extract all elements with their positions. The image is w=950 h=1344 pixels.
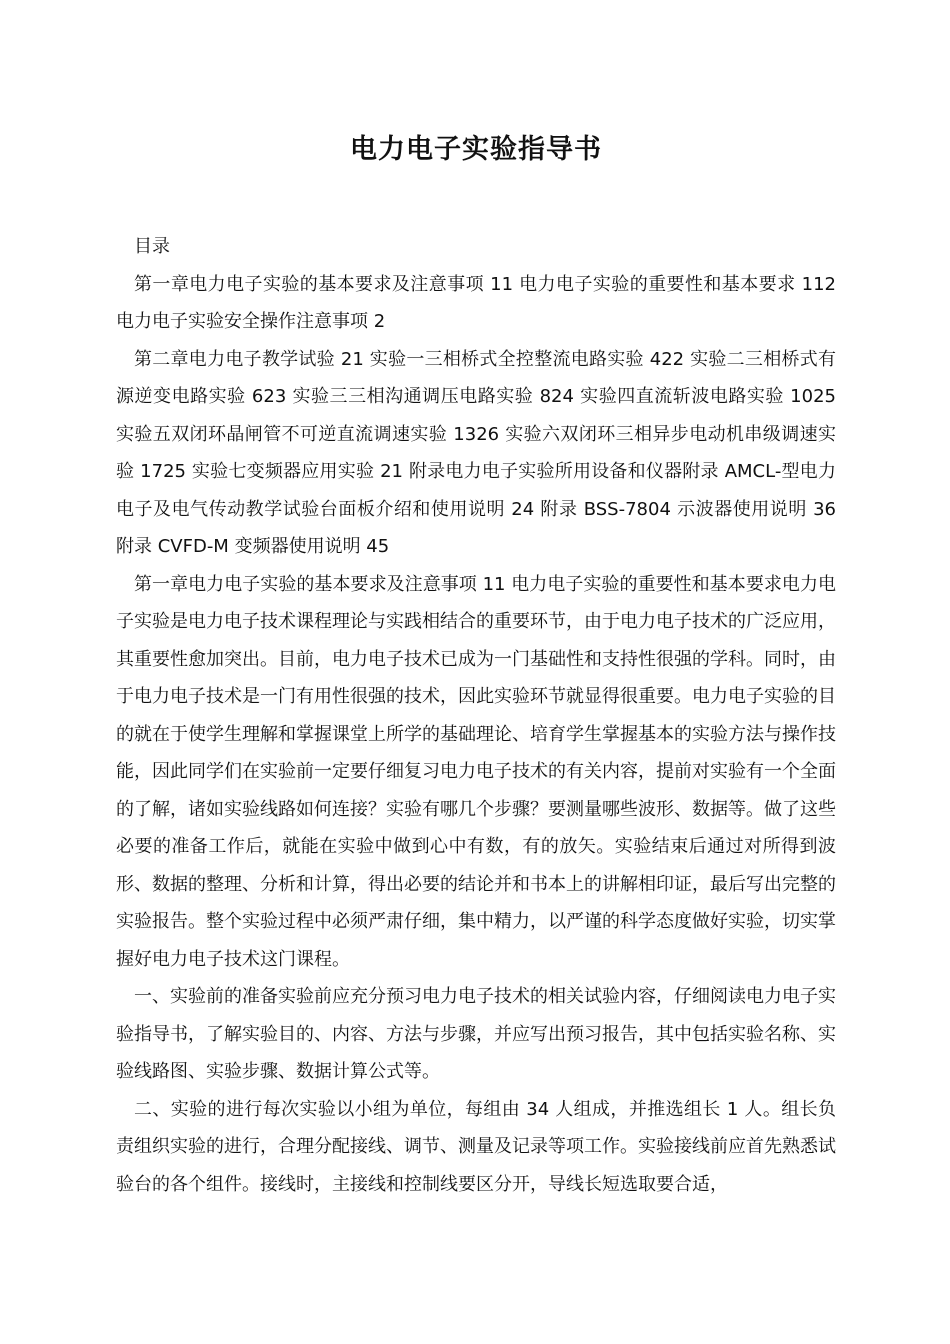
toc-chapter-2: 第二章电力电子教学试验 21 实验一三相桥式全控整流电路实验 422 实验二三相桥式有源逆变电路实验 623 实验三三相沟通调压电路实验 824 实验四直流斩波电路实验 1025 实验五双闭环晶闸管不可逆直流调速实验 1326 实验六双闭环三相异步电动机串级调速实验 1725 实验七变频器应用实验 21 附录电力电子实验所用设备和仪器附录 AMCL-型电力电子及电气传动教学试验台面板介绍和使用说明 24 附录 BSS-7804 示波器使用说明 36 附录 CVFD-M 变频器使用说明 45 (116, 348, 836, 557)
chapter-1-intro-paragraph: 第一章电力电子实验的基本要求及注意事项 11 电力电子实验的重要性和基本要求电力电子实验是电力电子技术课程理论与实践相结合的重要环节，由于电力电子技术的广泛应用，其重要性愈加突出。目前，电力电子技术已成为一门基础性和支持性很强的学科。同时，由于电力电子技术是一门有用性很强的技术，因此实验环节就显得很重要。电力电子实验的目的就在于使学生理解和掌握课堂上所学的基础理论、培育学生掌握基本的实验方法与操作技能，因此同学们在实验前一定要仔细复习电力电子技术的有关内容，提前对实验有一个全面的了解，诸如实验线路如何连接？实验有哪几个步骤？要测量哪些波形、数据等。做了这些必要的准备工作后，就能在实验中做到心中有数，有的放矢。实验结束后通过对所得到波形、数据的整理、分析和计算，得出必要的结论并和书本上的讲解相印证，最后写出完整的实验报告。整个实验过程中必须严肃仔细，集中精力，以严谨的科学态度做好实验，切实掌握好电力电子技术这门课程。 (116, 573, 836, 970)
document-title: 电力电子实验指导书 (350, 134, 602, 165)
toc-heading: 目录 (134, 236, 170, 257)
toc-chapter-1: 第一章电力电子实验的基本要求及注意事项 11 电力电子实验的重要性和基本要求 112 电力电子实验安全操作注意事项 2 (116, 273, 836, 332)
section-preparation-paragraph: 一、实验前的准备实验前应充分预习电力电子技术的相关试验内容，仔细阅读电力电子实验指导书，了解实验目的、内容、方法与步骤，并应写出预习报告，其中包括实验名称、实验线路图、实验步骤、数据计算公式等。 (116, 986, 836, 1082)
section-conduct-paragraph: 二、实验的进行每次实验以小组为单位，每组由 34 人组成，并推选组长 1 人。组长负责组织实验的进行，合理分配接线、调节、测量及记录等项工作。实验接线前应首先熟悉试验台的各个组件。接线时，主接线和控制线要区分开，导线长短选取要合适， (116, 1098, 836, 1195)
